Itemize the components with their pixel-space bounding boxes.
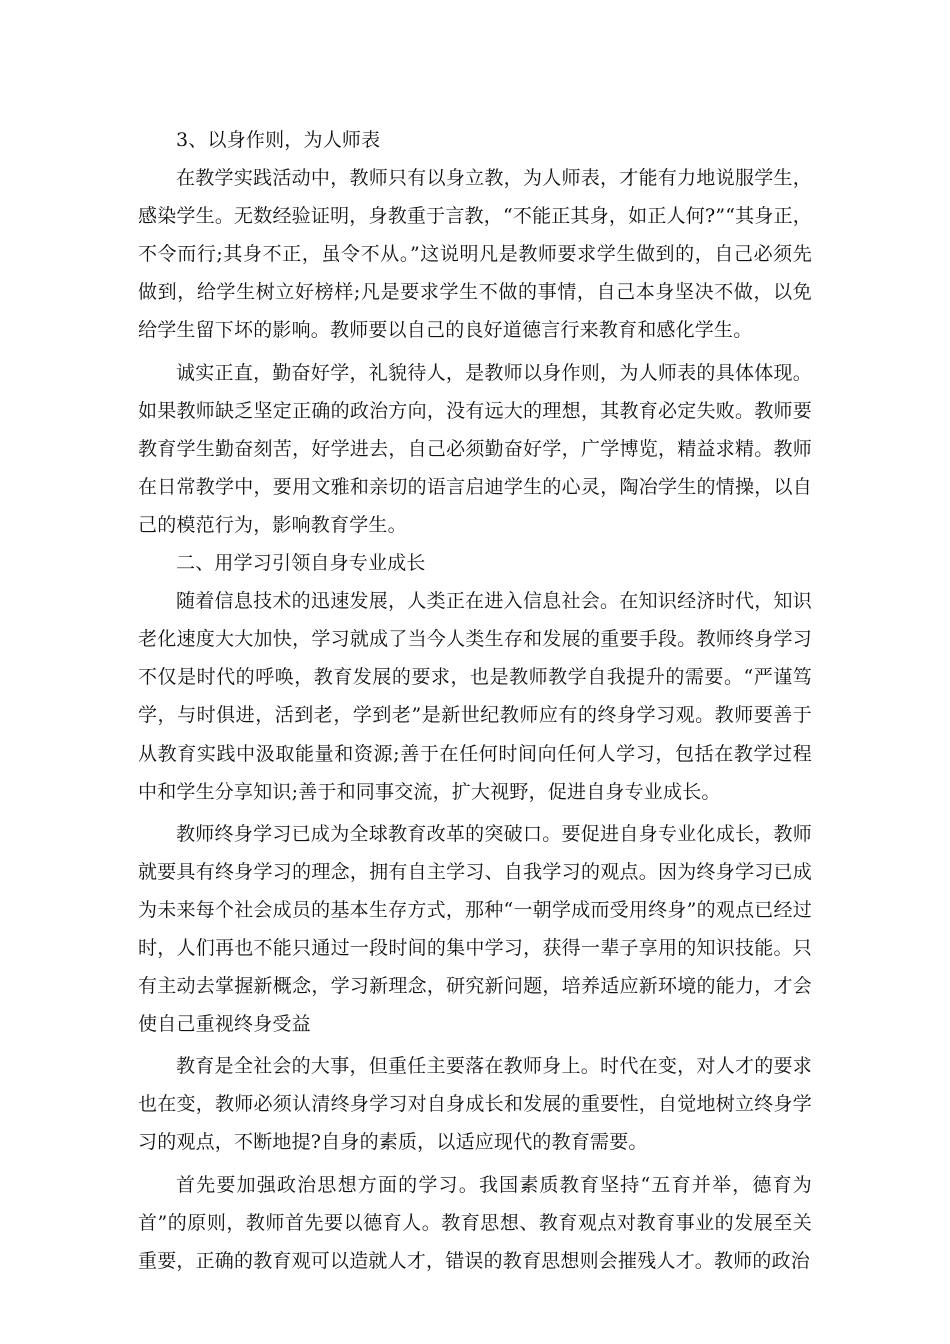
paragraph-lifelong-learning: 教师终身学习已成为全球教育改革的突破口。要促进自身专业化成长，教师就要具有终身学习的理念，拥有自主学习、自我学习的观点。因为终身学习已成为未来每个社会成员的基本生存方式，那种“一朝学成而受用终身”的观点已经过时，人们再也不能只通过一段时间的集中学习，获得一辈子享用的知识技能。只有主动去掌握新概念，学习新理念，研究新问题，培养适应新环境的能力，才会使自己重视终身受益 [138, 822, 812, 1036]
paragraph-political-study: 首先要加强政治思想方面的学习。我国素质教育坚持“五育并举，德育为首”的原则，教师首先要以德育人。教育思想、教育观点对教育事业的发展至关重要，正确的教育观可以造就人才，错误的教育思想则会摧残人才。教师的政治 [138, 1173, 812, 1272]
paragraph-education-responsibility: 教育是全社会的大事，但重任主要落在教师身上。时代在变，对人才的要求也在变，教师必须认清终身学习对自身成长和发展的重要性，自觉地树立终身学习的观点，不断地提?自身的素质，以适应现代的教育需要。 [138, 1055, 812, 1154]
paragraph-lead-by-example: 在教学实践活动中，教师只有以身立教，为人师表，才能有力地说服学生，感染学生。无数经验证明，身教重于言教，“不能正其身，如正人何?”“其身正，不令而行;其身不正，虽令不从。”这说明凡是教师要求学生做到的，自己必须先做到，给学生树立好榜样;凡是要求学生不做的事情，自己本身坚决不做，以免给学生留下坏的影响。教师要以自己的良好道德言行来教育和感化学生。 [138, 167, 812, 342]
paragraph-information-age: 随着信息技术的迅速发展，人类正在进入信息社会。在知识经济时代，知识老化速度大大加快，学习就成了当今人类生存和发展的重要手段。教师终身学习不仅是时代的呼唤，教育发展的要求，也是教师教学自我提升的需要。“严谨笃学，与时俱进，活到老，学到老”是新世纪教师应有的终身学习观。教师要善于从教育实践中汲取能量和资源;善于在任何时间向任何人学习，包括在教学过程中和学生分享知识;善于和同事交流，扩大视野，促进自身专业成长。 [138, 590, 812, 803]
document-body [138, 121, 812, 1280]
section-heading-2: 二、用学习引领自身专业成长 [176, 552, 426, 575]
section-heading-3: 3、以身作则，为人师表 [176, 129, 381, 151]
paragraph-integrity: 诚实正直，勤奋好学，礼貌待人，是教师以身作则，为人师表的具体体现。如果教师缺乏坚定正确的政治方向，没有远大的理想，其教育必定失败。教师要教育学生勤奋刻苦，好学进去，自己必须勤奋好学，广学博览，精益求精。教师在日常教学中，要用文雅和亲切的语言启迪学生的心灵，陶冶学生的情操，以自己的模范行为，影响教育学生。 [138, 361, 812, 536]
